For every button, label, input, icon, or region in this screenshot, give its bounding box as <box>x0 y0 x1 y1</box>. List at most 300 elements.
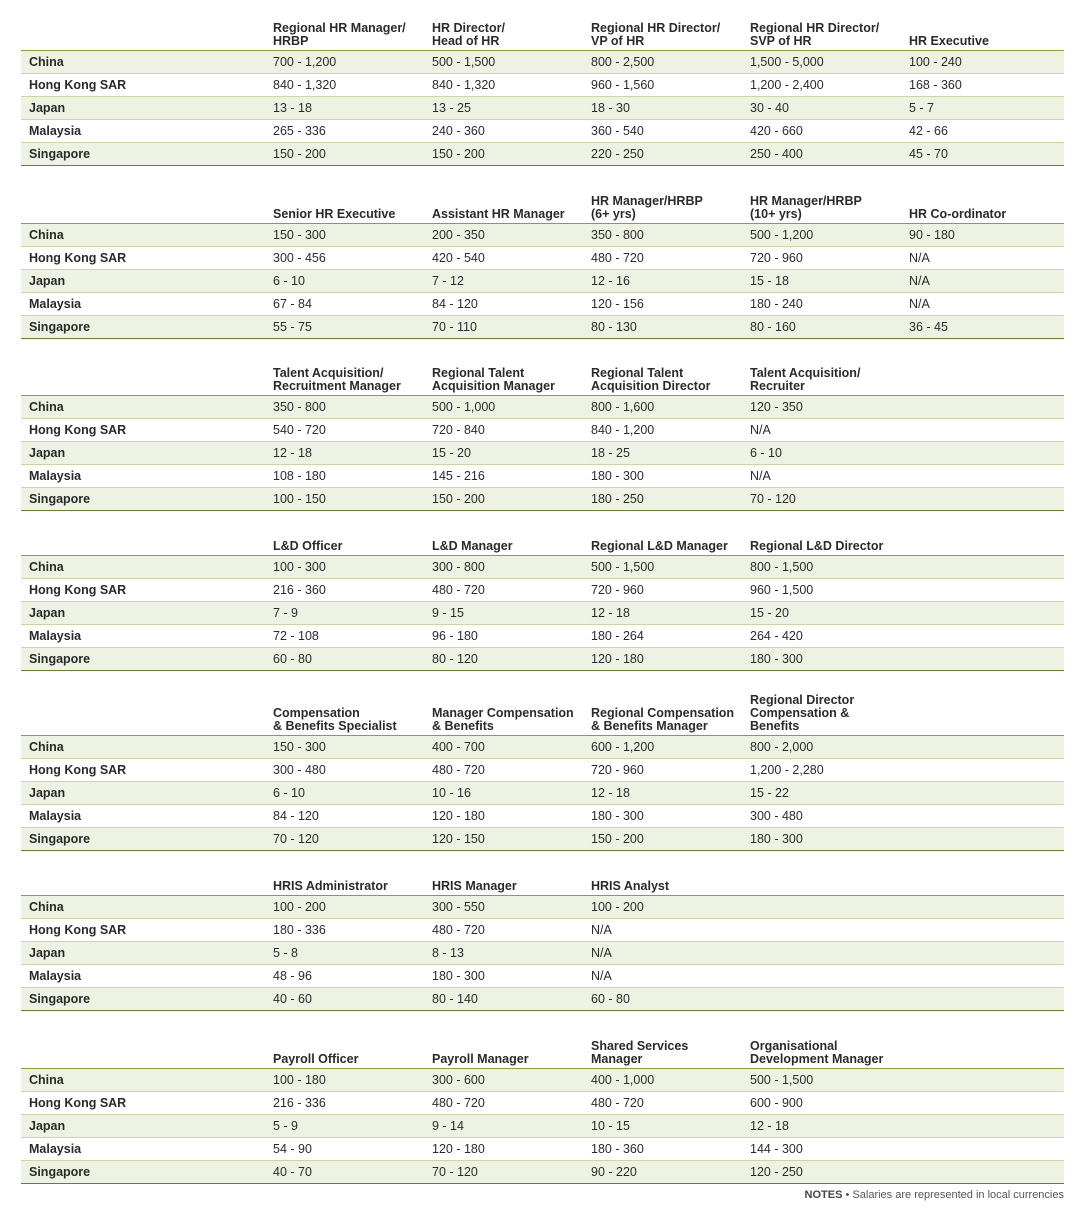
country-label: Malaysia <box>29 1142 82 1156</box>
salary-cell <box>901 896 1064 919</box>
salary-cell: 15 - 22 <box>742 782 901 805</box>
salary-cell: 180 - 360 <box>591 1142 644 1156</box>
notes-separator: • <box>845 1189 850 1201</box>
salary-cell: 30 - 40 <box>742 97 901 120</box>
salary-cell: 90 - 180 <box>901 224 1064 247</box>
table-row <box>21 1161 1064 1184</box>
salary-cell: N/A <box>901 270 1064 293</box>
column-header: Regional Director Compensation & Benefits <box>742 693 901 736</box>
salary-cell: 42 - 66 <box>909 124 948 138</box>
salary-cell: 70 - 120 <box>742 488 901 511</box>
salary-cell: 7 - 12 <box>424 270 583 293</box>
table-row <box>21 488 1064 511</box>
salary-cell: 70 - 120 <box>424 1161 583 1184</box>
salary-cell: 80 - 130 <box>583 316 742 339</box>
salary-cell: 13 - 25 <box>424 97 583 120</box>
salary-cell <box>901 579 1064 602</box>
salary-cell: 400 - 700 <box>424 736 583 759</box>
country-label: Hong Kong SAR <box>29 763 127 777</box>
country-label: China <box>21 224 265 247</box>
salary-cell <box>901 1138 1064 1161</box>
column-header: HRIS Manager <box>424 853 583 896</box>
country-header <box>21 1026 265 1069</box>
salary-cell: 216 - 336 <box>273 1096 326 1110</box>
table-row <box>21 419 1064 442</box>
salary-cell: 55 - 75 <box>265 316 424 339</box>
salary-cell: 180 - 336 <box>273 923 326 937</box>
salary-cell: 18 - 30 <box>583 97 742 120</box>
salary-cell: 480 - 720 <box>432 583 485 597</box>
column-header: HRIS Administrator <box>265 853 424 896</box>
salary-cell: 84 - 120 <box>432 297 478 311</box>
table-row <box>21 316 1064 339</box>
salary-cell <box>901 602 1064 625</box>
salary-cell <box>901 759 1064 782</box>
salary-cell: 420 - 660 <box>750 124 803 138</box>
salary-cell: 700 - 1,200 <box>265 51 424 74</box>
column-header <box>901 513 1064 556</box>
country-label: Japan <box>21 270 265 293</box>
salary-cell: 800 - 2,500 <box>583 51 742 74</box>
salary-cell: 13 - 18 <box>265 97 424 120</box>
header-row <box>21 853 1064 896</box>
salary-cell <box>742 896 901 919</box>
salary-cell: 150 - 300 <box>265 224 424 247</box>
salary-cell: 300 - 600 <box>424 1069 583 1092</box>
header-row <box>21 181 1064 224</box>
salary-cell: 150 - 200 <box>583 828 742 851</box>
table-row <box>21 74 1064 97</box>
table-row <box>21 1138 1064 1161</box>
salary-cell: 108 - 180 <box>273 469 326 483</box>
salary-cell: 5 - 7 <box>901 97 1064 120</box>
salary-cell: N/A <box>591 923 612 937</box>
salary-cell: 180 - 264 <box>591 629 644 643</box>
salary-cell: N/A <box>750 469 771 483</box>
country-label: Hong Kong SAR <box>29 423 127 437</box>
table-row <box>21 602 1064 625</box>
salary-cell <box>742 942 901 965</box>
salary-cell: 800 - 1,600 <box>583 396 742 419</box>
table-row <box>21 919 1064 942</box>
salary-cell: 150 - 200 <box>424 143 583 166</box>
salary-cell: 720 - 840 <box>432 423 485 437</box>
salary-cell: 120 - 180 <box>432 809 485 823</box>
salary-cell <box>742 965 901 988</box>
salary-cell: 10 - 15 <box>583 1115 742 1138</box>
column-header <box>742 853 901 896</box>
salary-cell: 216 - 360 <box>273 583 326 597</box>
column-header: Organisational Development Manager <box>742 1026 901 1069</box>
salary-cell <box>901 625 1064 648</box>
column-header: Shared Services Manager <box>583 1026 742 1069</box>
salary-cell <box>901 942 1064 965</box>
salary-cell: 120 - 156 <box>591 297 644 311</box>
column-header <box>901 1026 1064 1069</box>
salary-cell: 48 - 96 <box>273 969 312 983</box>
salary-table <box>21 853 1064 1011</box>
salary-cell: 480 - 720 <box>432 1096 485 1110</box>
table-row <box>21 942 1064 965</box>
salary-cell: 480 - 720 <box>432 923 485 937</box>
notes-text: Salaries are represented in local currencies <box>852 1189 1064 1201</box>
salary-cell: 100 - 180 <box>265 1069 424 1092</box>
salary-cell: 12 - 18 <box>742 1115 901 1138</box>
salary-cell: 120 - 180 <box>432 1142 485 1156</box>
salary-cell: 40 - 60 <box>265 988 424 1011</box>
table-row <box>21 579 1064 602</box>
salary-cell: 96 - 180 <box>432 629 478 643</box>
column-header: Regional Talent Acquisition Manager <box>424 353 583 396</box>
country-label: Hong Kong SAR <box>29 923 127 937</box>
salary-cell: 12 - 18 <box>583 782 742 805</box>
salary-cell: 15 - 20 <box>742 602 901 625</box>
salary-cell: 840 - 1,320 <box>432 78 496 92</box>
country-label: Japan <box>21 942 265 965</box>
salary-cell: 90 - 220 <box>583 1161 742 1184</box>
header-row <box>21 8 1064 51</box>
column-header: Assistant HR Manager <box>424 181 583 224</box>
country-label: Malaysia <box>29 297 82 311</box>
salary-cell: 67 - 84 <box>273 297 312 311</box>
column-header: Regional Compensation & Benefits Manager <box>583 693 742 736</box>
country-label: Malaysia <box>29 629 82 643</box>
salary-cell: 5 - 9 <box>265 1115 424 1138</box>
country-header <box>21 181 265 224</box>
salary-cell: 480 - 720 <box>591 251 644 265</box>
column-header: Talent Acquisition/ Recruitment Manager <box>265 353 424 396</box>
table-row <box>21 782 1064 805</box>
table-row <box>21 736 1064 759</box>
country-label: Malaysia <box>29 469 82 483</box>
salary-table <box>21 1026 1064 1184</box>
column-header: Regional HR Manager/ HRBP <box>265 8 424 51</box>
salary-cell: 9 - 14 <box>424 1115 583 1138</box>
column-header: Manager Compensation & Benefits <box>424 693 583 736</box>
salary-cell: 500 - 1,000 <box>424 396 583 419</box>
column-header: Regional Talent Acquisition Director <box>583 353 742 396</box>
salary-cell: 500 - 1,500 <box>742 1069 901 1092</box>
salary-cell: 180 - 300 <box>742 648 901 671</box>
salary-cell: 6 - 10 <box>265 270 424 293</box>
column-header: HR Co-ordinator <box>901 181 1064 224</box>
table-row <box>21 270 1064 293</box>
salary-cell: 144 - 300 <box>750 1142 803 1156</box>
column-header: HR Manager/HRBP (6+ yrs) <box>583 181 742 224</box>
salary-cell <box>742 919 901 942</box>
salary-cell: 80 - 160 <box>742 316 901 339</box>
salary-cell: 480 - 720 <box>591 1096 644 1110</box>
salary-cell: 10 - 16 <box>424 782 583 805</box>
salary-cell: 70 - 120 <box>265 828 424 851</box>
table-row <box>21 828 1064 851</box>
column-header: HR Manager/HRBP (10+ yrs) <box>742 181 901 224</box>
salary-cell: 15 - 18 <box>742 270 901 293</box>
salary-table <box>21 181 1064 339</box>
salary-cell: 300 - 480 <box>273 763 326 777</box>
salary-cell: 80 - 120 <box>424 648 583 671</box>
salary-cell: 360 - 540 <box>591 124 644 138</box>
country-label: Malaysia <box>29 969 82 983</box>
country-label: Hong Kong SAR <box>29 583 127 597</box>
table-row <box>21 224 1064 247</box>
column-header: Compensation & Benefits Specialist <box>265 693 424 736</box>
country-header <box>21 853 265 896</box>
salary-cell: 100 - 200 <box>583 896 742 919</box>
salary-cell: 36 - 45 <box>901 316 1064 339</box>
salary-cell <box>901 736 1064 759</box>
salary-cell: 600 - 1,200 <box>583 736 742 759</box>
country-label: Singapore <box>21 988 265 1011</box>
salary-cell: 720 - 960 <box>750 251 803 265</box>
salary-cell <box>901 965 1064 988</box>
salary-cell: 240 - 360 <box>432 124 485 138</box>
salary-cell: 800 - 2,000 <box>742 736 901 759</box>
salary-cell <box>901 805 1064 828</box>
salary-cell: 120 - 150 <box>424 828 583 851</box>
country-label: Japan <box>21 782 265 805</box>
table-row <box>21 120 1064 143</box>
salary-cell: 800 - 1,500 <box>742 556 901 579</box>
salary-cell: N/A <box>909 251 930 265</box>
table-row <box>21 97 1064 120</box>
country-label: China <box>21 396 265 419</box>
column-header: Regional L&D Director <box>742 513 901 556</box>
salary-cell <box>901 919 1064 942</box>
salary-cell: N/A <box>750 423 771 437</box>
salary-cell: 12 - 16 <box>583 270 742 293</box>
salary-cell: 420 - 540 <box>432 251 485 265</box>
salary-cell <box>901 556 1064 579</box>
country-label: Japan <box>21 442 265 465</box>
salary-cell: 180 - 300 <box>432 969 485 983</box>
column-header: Regional L&D Manager <box>583 513 742 556</box>
header-row <box>21 693 1064 736</box>
salary-cell <box>901 1115 1064 1138</box>
table-row <box>21 805 1064 828</box>
column-header <box>901 853 1064 896</box>
salary-cell: 100 - 240 <box>901 51 1064 74</box>
country-label: Hong Kong SAR <box>29 1096 127 1110</box>
salary-cell: N/A <box>583 942 742 965</box>
salary-table <box>21 353 1064 511</box>
table-row <box>21 396 1064 419</box>
table-row <box>21 51 1064 74</box>
salary-table <box>21 693 1064 851</box>
salary-cell: 150 - 200 <box>265 143 424 166</box>
salary-cell: 150 - 300 <box>265 736 424 759</box>
column-header: Talent Acquisition/ Recruiter <box>742 353 901 396</box>
salary-cell: 6 - 10 <box>742 442 901 465</box>
salary-cell: 220 - 250 <box>583 143 742 166</box>
country-label: Japan <box>21 1115 265 1138</box>
column-header: HR Executive <box>901 8 1064 51</box>
salary-cell: 350 - 800 <box>583 224 742 247</box>
salary-cell <box>901 1161 1064 1184</box>
salary-cell: 960 - 1,560 <box>591 78 655 92</box>
column-header: L&D Manager <box>424 513 583 556</box>
salary-cell <box>901 828 1064 851</box>
column-header <box>901 353 1064 396</box>
table-row <box>21 1115 1064 1138</box>
salary-cell: 100 - 200 <box>265 896 424 919</box>
salary-cell: 8 - 13 <box>424 942 583 965</box>
salary-cell: 400 - 1,000 <box>583 1069 742 1092</box>
country-label: Hong Kong SAR <box>29 251 127 265</box>
salary-cell: 300 - 456 <box>273 251 326 265</box>
salary-cell <box>901 465 1064 488</box>
salary-cell: 7 - 9 <box>265 602 424 625</box>
salary-cell: 54 - 90 <box>273 1142 312 1156</box>
salary-cell: 120 - 350 <box>742 396 901 419</box>
salary-cell: 300 - 480 <box>750 809 803 823</box>
salary-cell: 70 - 110 <box>424 316 583 339</box>
column-header: Payroll Officer <box>265 1026 424 1069</box>
country-label: Japan <box>21 602 265 625</box>
country-label: Singapore <box>21 488 265 511</box>
salary-cell: 40 - 70 <box>265 1161 424 1184</box>
salary-cell: 840 - 1,200 <box>591 423 655 437</box>
salary-cell: 84 - 120 <box>273 809 319 823</box>
salary-cell: 265 - 336 <box>273 124 326 138</box>
table-row <box>21 442 1064 465</box>
country-label: Malaysia <box>29 809 82 823</box>
column-header <box>901 693 1064 736</box>
country-label: Singapore <box>21 648 265 671</box>
table-row <box>21 1069 1064 1092</box>
column-header: Regional HR Director/ VP of HR <box>583 8 742 51</box>
salary-cell: 72 - 108 <box>273 629 319 643</box>
salary-cell <box>901 648 1064 671</box>
salary-cell: 500 - 1,500 <box>583 556 742 579</box>
column-header: Regional HR Director/ SVP of HR <box>742 8 901 51</box>
salary-cell: 180 - 300 <box>591 809 644 823</box>
salary-cell: 120 - 250 <box>742 1161 901 1184</box>
notes <box>805 1189 1064 1201</box>
salary-cell: 600 - 900 <box>750 1096 803 1110</box>
table-row <box>21 293 1064 316</box>
salary-cell: 500 - 1,200 <box>742 224 901 247</box>
salary-cell: N/A <box>591 969 612 983</box>
country-label: China <box>21 896 265 919</box>
salary-cell: 100 - 150 <box>265 488 424 511</box>
country-label: Singapore <box>21 828 265 851</box>
salary-cell <box>901 396 1064 419</box>
salary-cell: 1,500 - 5,000 <box>742 51 901 74</box>
table-row <box>21 759 1064 782</box>
salary-cell: 840 - 1,320 <box>273 78 337 92</box>
country-label: Singapore <box>21 143 265 166</box>
salary-cell: 960 - 1,500 <box>750 583 814 597</box>
salary-cell: N/A <box>909 297 930 311</box>
salary-cell: 300 - 550 <box>424 896 583 919</box>
salary-cell: 12 - 18 <box>265 442 424 465</box>
salary-cell <box>901 782 1064 805</box>
salary-cell <box>901 442 1064 465</box>
salary-cell: 720 - 960 <box>591 583 644 597</box>
column-header: HR Director/ Head of HR <box>424 8 583 51</box>
salary-cell: 120 - 180 <box>583 648 742 671</box>
notes-label: NOTES <box>804 1189 843 1201</box>
table-row <box>21 247 1064 270</box>
salary-cell <box>742 988 901 1011</box>
salary-cell: 200 - 350 <box>424 224 583 247</box>
column-header: L&D Officer <box>265 513 424 556</box>
table-row <box>21 465 1064 488</box>
salary-cell: 300 - 800 <box>424 556 583 579</box>
country-header <box>21 8 265 51</box>
salary-cell: 145 - 216 <box>432 469 485 483</box>
salary-cell: 180 - 240 <box>750 297 803 311</box>
column-header: Senior HR Executive <box>265 181 424 224</box>
salary-cell: 1,200 - 2,280 <box>750 763 824 777</box>
table-row <box>21 965 1064 988</box>
salary-cell: 180 - 300 <box>591 469 644 483</box>
salary-cell: 168 - 360 <box>909 78 962 92</box>
country-label: Malaysia <box>29 124 82 138</box>
column-header: HRIS Analyst <box>583 853 742 896</box>
salary-cell: 60 - 80 <box>583 988 742 1011</box>
header-row <box>21 1026 1064 1069</box>
salary-cell: 6 - 10 <box>265 782 424 805</box>
country-label: China <box>21 736 265 759</box>
table-row <box>21 625 1064 648</box>
salary-table <box>21 513 1064 671</box>
salary-cell: 500 - 1,500 <box>424 51 583 74</box>
salary-cell: 100 - 300 <box>265 556 424 579</box>
country-label: China <box>21 51 265 74</box>
salary-cell: 180 - 250 <box>583 488 742 511</box>
salary-cell: 480 - 720 <box>432 763 485 777</box>
table-row <box>21 896 1064 919</box>
country-label: China <box>21 1069 265 1092</box>
salary-cell: 720 - 960 <box>591 763 644 777</box>
table-row <box>21 143 1064 166</box>
salary-table <box>21 8 1064 166</box>
country-label: Hong Kong SAR <box>29 78 127 92</box>
table-row <box>21 1092 1064 1115</box>
salary-cell <box>901 988 1064 1011</box>
table-row <box>21 988 1064 1011</box>
salary-cell <box>901 488 1064 511</box>
salary-cell: 45 - 70 <box>901 143 1064 166</box>
salary-cell: 540 - 720 <box>273 423 326 437</box>
salary-cell: 60 - 80 <box>265 648 424 671</box>
salary-cell: 80 - 140 <box>424 988 583 1011</box>
country-header <box>21 693 265 736</box>
salary-cell: 150 - 200 <box>424 488 583 511</box>
salary-cell <box>901 419 1064 442</box>
column-header: Payroll Manager <box>424 1026 583 1069</box>
country-label: Singapore <box>21 316 265 339</box>
country-label: China <box>21 556 265 579</box>
salary-cell: 250 - 400 <box>742 143 901 166</box>
country-label: Singapore <box>21 1161 265 1184</box>
country-header <box>21 513 265 556</box>
salary-cell <box>901 1092 1064 1115</box>
salary-cell: 9 - 15 <box>424 602 583 625</box>
salary-cell: 264 - 420 <box>750 629 803 643</box>
salary-cell: 350 - 800 <box>265 396 424 419</box>
table-row <box>21 556 1064 579</box>
salary-cell: 5 - 8 <box>265 942 424 965</box>
table-row <box>21 648 1064 671</box>
salary-cell: 18 - 25 <box>583 442 742 465</box>
country-label: Japan <box>21 97 265 120</box>
country-header <box>21 353 265 396</box>
header-row <box>21 353 1064 396</box>
salary-cell: 12 - 18 <box>583 602 742 625</box>
